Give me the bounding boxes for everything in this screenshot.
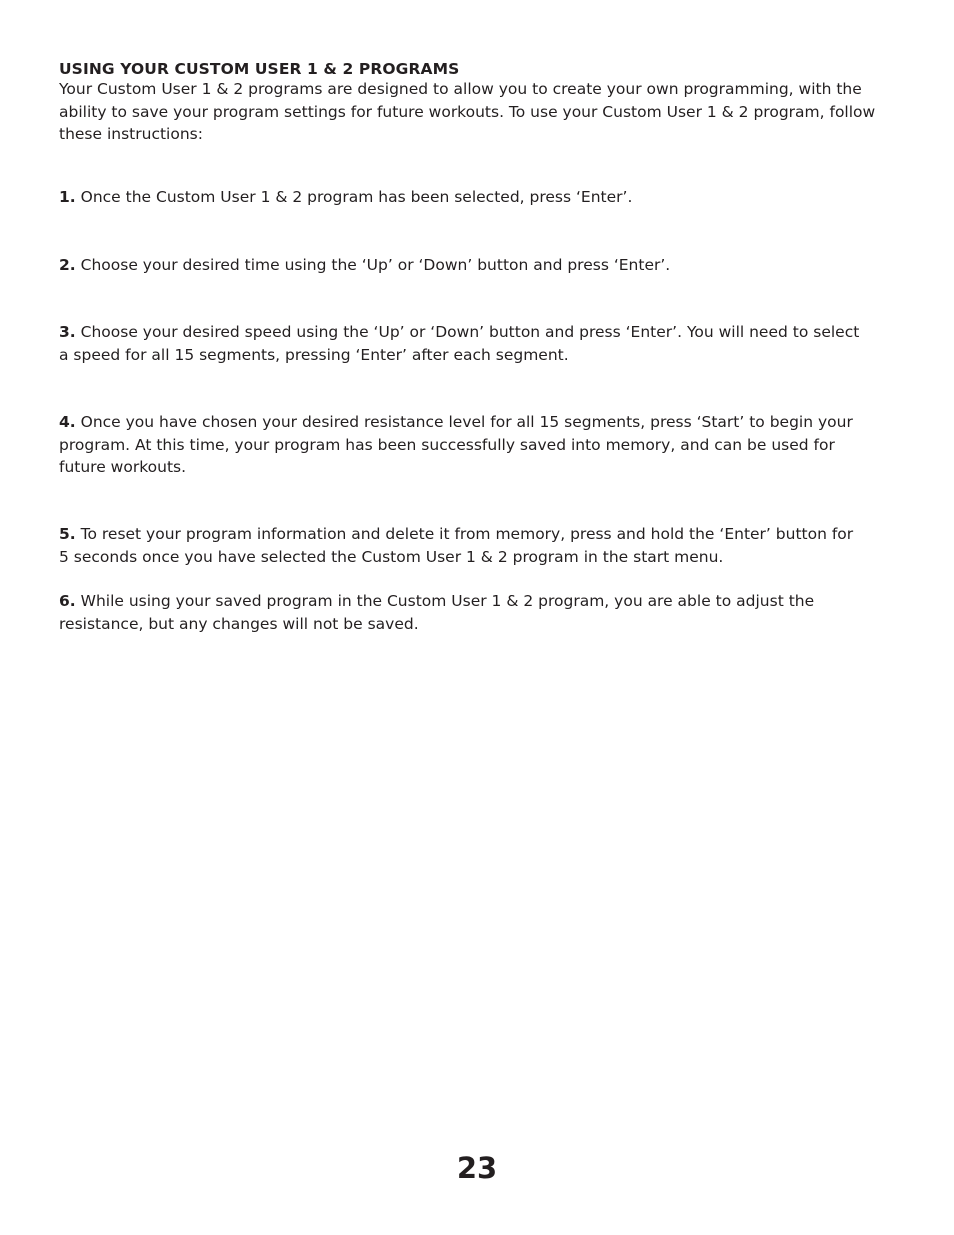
step-text: To reset your program information and delete it from memory, press and hold the ‘Enter’ button for 5 seconds once you have selected the Custom User 1 & 2 program in the start menu. <box>59 525 854 566</box>
page-content <box>59 60 904 633</box>
step-number: 5. <box>59 525 76 543</box>
instruction-step-3 <box>59 321 869 366</box>
step-text: Once you have chosen your desired resistance level for all 15 segments, press ‘Start’ to begin your program. At this time, your program has been successfully saved into memory, and can be used for future workouts. <box>59 413 853 477</box>
instruction-step-2 <box>59 254 904 277</box>
instruction-step-4 <box>59 411 859 479</box>
step-number: 4. <box>59 413 76 431</box>
step-text: Once the Custom User 1 & 2 program has been selected, press ‘Enter’. <box>80 188 633 206</box>
section-heading: USING YOUR CUSTOM USER 1 & 2 PROGRAMS <box>59 60 460 78</box>
instruction-step-5 <box>59 523 854 568</box>
instruction-step-1 <box>59 186 904 209</box>
step-number: 6. <box>59 592 76 610</box>
step-number: 3. <box>59 323 76 341</box>
step-text: While using your saved program in the Custom User 1 & 2 program, you are able to adjust the resistance, but any changes will not be saved. <box>59 592 815 633</box>
instruction-step-6 <box>59 590 869 635</box>
section-intro: Your Custom User 1 & 2 programs are designed to allow you to create your own programming, with the ability to save your program settings for future workouts. To use your Custom User 1 & 2 program, follow these instructions: <box>59 80 876 144</box>
page-number: 23 <box>456 1151 498 1185</box>
step-number: 1. <box>59 188 76 206</box>
step-text: Choose your desired speed using the ‘Up’ or ‘Down’ button and press ‘Enter’. You will need to select a speed for all 15 segments, pressing ‘Enter’ after each segment. <box>59 323 860 364</box>
step-number: 2. <box>59 256 76 274</box>
step-text: Choose your desired time using the ‘Up’ or ‘Down’ button and press ‘Enter’. <box>80 256 671 274</box>
